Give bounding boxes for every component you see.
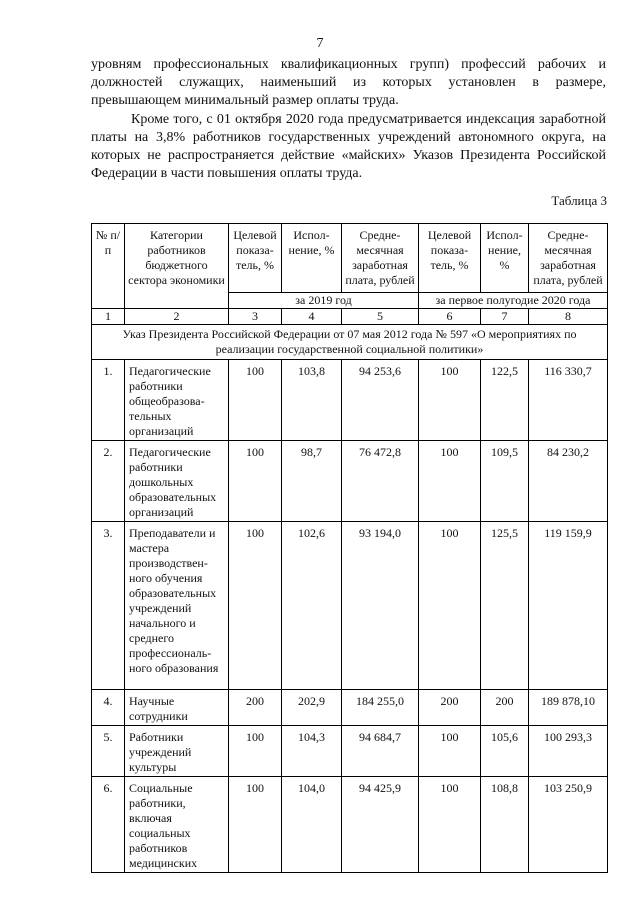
salary-table	[91, 223, 608, 873]
salary-2019: 94 425,9	[342, 777, 419, 873]
header-target-2019: Целевой показа-тель, %	[229, 224, 282, 293]
target-2020: 200	[419, 690, 481, 726]
execution-2019: 102,6	[282, 522, 342, 690]
target-2020: 100	[419, 777, 481, 873]
page-number: 7	[316, 36, 324, 51]
row-category: Педагогические работники общеобразова-тельных организаций	[125, 360, 229, 441]
execution-2019: 98,7	[282, 441, 342, 522]
row-number: 4.	[92, 690, 125, 726]
target-2019: 100	[229, 360, 282, 441]
column-number: 6	[419, 309, 481, 325]
header-salary-2020: Средне-месячная заработная плата, рублей	[529, 224, 608, 293]
decree-row	[92, 325, 608, 360]
execution-2020: 105,6	[481, 726, 529, 777]
column-number: 1	[92, 309, 125, 325]
table-row	[92, 726, 608, 777]
table-row	[92, 522, 608, 690]
salary-2019: 94 253,6	[342, 360, 419, 441]
row-category: Преподаватели и мастера производствен-ного обучения образовательных учреждений начального и среднего профессиональ-ного образования	[125, 522, 229, 690]
execution-2020: 200	[481, 690, 529, 726]
target-2020: 100	[419, 522, 481, 690]
header-salary-2019: Средне-месячная заработная плата, рублей	[342, 224, 419, 293]
column-number: 2	[125, 309, 229, 325]
period-2019: за 2019 год	[229, 293, 419, 309]
execution-2019: 104,0	[282, 777, 342, 873]
salary-2020: 116 330,7	[529, 360, 608, 441]
salary-2019: 76 472,8	[342, 441, 419, 522]
row-number: 5.	[92, 726, 125, 777]
row-category: Работники учреждений культуры	[125, 726, 229, 777]
salary-2019: 184 255,0	[342, 690, 419, 726]
target-2020: 100	[419, 726, 481, 777]
paragraph-2: Кроме того, с 01 октября 2020 года предусматривается индексация заработной платы на 3,8% работников государственных учреждений автономного округа, на которых не распространяется действие «майских» Указов Президента Российской Федерации в части повышения оплаты труда.	[91, 112, 606, 181]
execution-2020: 125,5	[481, 522, 529, 690]
period-2020: за первое полугодие 2020 года	[419, 293, 608, 309]
column-number: 7	[481, 309, 529, 325]
salary-2019: 94 684,7	[342, 726, 419, 777]
row-number: 3.	[92, 522, 125, 690]
target-2019: 100	[229, 522, 282, 690]
execution-2020: 109,5	[481, 441, 529, 522]
row-number: 6.	[92, 777, 125, 873]
salary-2020: 103 250,9	[529, 777, 608, 873]
header-target-2020: Целевой показа-тель, %	[419, 224, 481, 293]
salary-2020: 100 293,3	[529, 726, 608, 777]
row-category: Педагогические работники дошкольных образовательных организаций	[125, 441, 229, 522]
table-header-row	[92, 224, 608, 293]
column-number-row	[92, 309, 608, 325]
row-category: Социальные работники, включая социальных работников медицинских	[125, 777, 229, 873]
table-row	[92, 777, 608, 873]
target-2019: 200	[229, 690, 282, 726]
salary-2020: 189 878,10	[529, 690, 608, 726]
target-2020: 100	[419, 360, 481, 441]
table-row	[92, 360, 608, 441]
target-2019: 100	[229, 726, 282, 777]
target-2019: 100	[229, 441, 282, 522]
execution-2019: 103,8	[282, 360, 342, 441]
table-row	[92, 441, 608, 522]
execution-2020: 122,5	[481, 360, 529, 441]
paragraph-1: уровням профессиональных квалификационных групп) профессий рабочих и должностей служащих, наименьший из которых установлен в размере, превышающем минимальный размер оплаты труда.	[91, 57, 606, 108]
target-2020: 100	[419, 441, 481, 522]
row-number: 2.	[92, 441, 125, 522]
column-number: 8	[529, 309, 608, 325]
salary-2020: 119 159,9	[529, 522, 608, 690]
target-2019: 100	[229, 777, 282, 873]
column-number: 4	[282, 309, 342, 325]
execution-2019: 104,3	[282, 726, 342, 777]
header-execution-2020: Испол-нение, %	[481, 224, 529, 293]
execution-2019: 202,9	[282, 690, 342, 726]
decree-title: Указ Президента Российской Федерации от 07 мая 2012 года № 597 «О мероприятиях по реализации государственной социальной политики»	[92, 325, 608, 360]
table-row	[92, 690, 608, 726]
column-number: 5	[342, 309, 419, 325]
execution-2020: 108,8	[481, 777, 529, 873]
header-category: Категории работников бюджетного сектора экономики	[125, 224, 229, 309]
row-number: 1.	[92, 360, 125, 441]
table-label: Таблица 3	[551, 193, 607, 208]
column-number: 3	[229, 309, 282, 325]
salary-2019: 93 194,0	[342, 522, 419, 690]
salary-2020: 84 230,2	[529, 441, 608, 522]
header-num: № п/п	[92, 224, 125, 309]
header-execution-2019: Испол-нение, %	[282, 224, 342, 293]
row-category: Научные сотрудники	[125, 690, 229, 726]
